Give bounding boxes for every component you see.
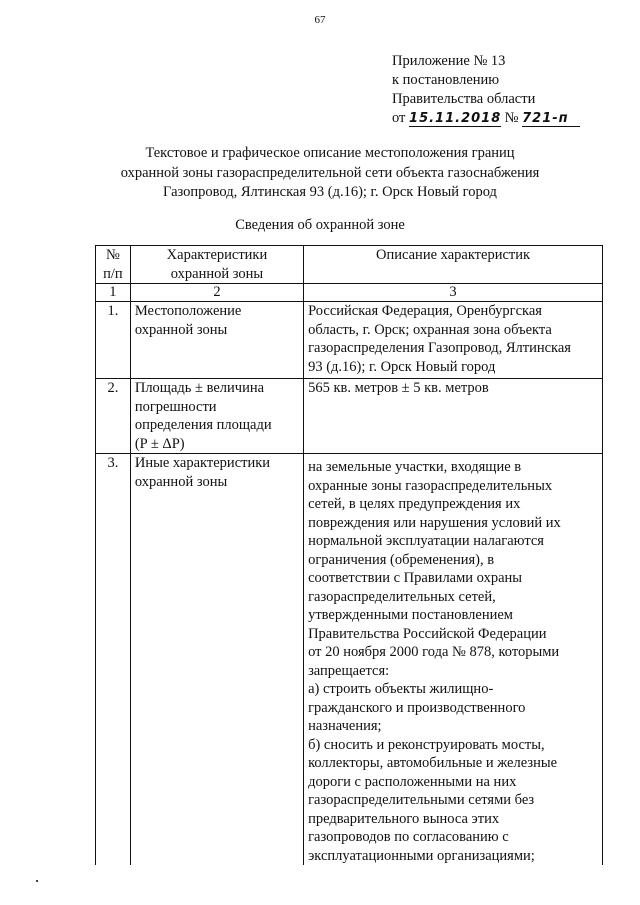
handwritten-date: 15.11.2018 (409, 111, 502, 126)
appendix-date-line (392, 109, 580, 128)
index-cell: 3 (304, 284, 603, 302)
document-title (60, 144, 600, 203)
row-number: 3. (96, 454, 131, 866)
title-line-2: охранной зоны газораспределительной сети объекта газоснабжения (120, 164, 540, 181)
row-characteristic: Иные характеристики охранной зоны (130, 454, 303, 866)
appendix-ref: к постановлению (392, 72, 500, 88)
header-number: № п/п (96, 246, 131, 284)
row-characteristic: Местоположение охранной зоны (130, 302, 303, 379)
appendix-authority: Правительства области (392, 91, 536, 107)
appendix-block (392, 52, 580, 128)
table-header-row (96, 246, 603, 284)
title-line-1: Текстовое и графическое описание местоположения границ (145, 145, 515, 161)
header-description: Описание характеристик (304, 246, 603, 284)
row-description: Российская Федерация, Оренбургская область, г. Орск; охранная зона объекта газораспределения Газопровод, Ялтинская 93 (д.16); г. Орск Новый город (304, 302, 603, 379)
row-description: 565 кв. метров ± 5 кв. метров (304, 379, 603, 454)
table-row (96, 379, 603, 454)
page-number: 67 (314, 14, 326, 26)
row-description: на земельные участки, входящие в охранные зоны газораспределительных сетей, в целях предупреждения их повреждения или нарушения условий их нормальной эксплуатации налагаются ограничения (обременения), в соответствии с Правилами охраны газораспределительных сетей, утвержденными постановлением Правительства Российской Федерации от 20 ноября 2000 года № 878, которыми запрещается: а) строить объекты жилищно- гражданского и производственного назначения; б) сносить и реконструировать мосты, коллекторы, автомобильные и железные дороги с расположенными на них газораспределительными сетями без предварительного выноса этих газопроводов по согласованию с эксплуатационными организациями; (304, 454, 603, 866)
index-cell: 1 (96, 284, 131, 302)
table-row (96, 302, 603, 379)
header-characteristics: Характеристики охранной зоны (130, 246, 303, 284)
row-characteristic: Площадь ± величина погрешности определения площади (P ± ΔP) (130, 379, 303, 454)
row-number: 1. (96, 302, 131, 379)
table-row (96, 454, 603, 866)
from-label: от (392, 110, 406, 126)
row-number: 2. (96, 379, 131, 454)
title-line-3: Газопровод, Ялтинская 93 (д.16); г. Орск Новый город (163, 184, 497, 200)
appendix-title: Приложение № 13 (392, 53, 506, 69)
index-cell: 2 (130, 284, 303, 302)
protection-zone-table (95, 245, 603, 865)
table-index-row (96, 284, 603, 302)
number-label: № (504, 110, 519, 126)
handwritten-number: 721-п (522, 112, 580, 127)
scan-speck (36, 880, 38, 882)
section-subtitle: Сведения об охранной зоне (235, 217, 405, 233)
